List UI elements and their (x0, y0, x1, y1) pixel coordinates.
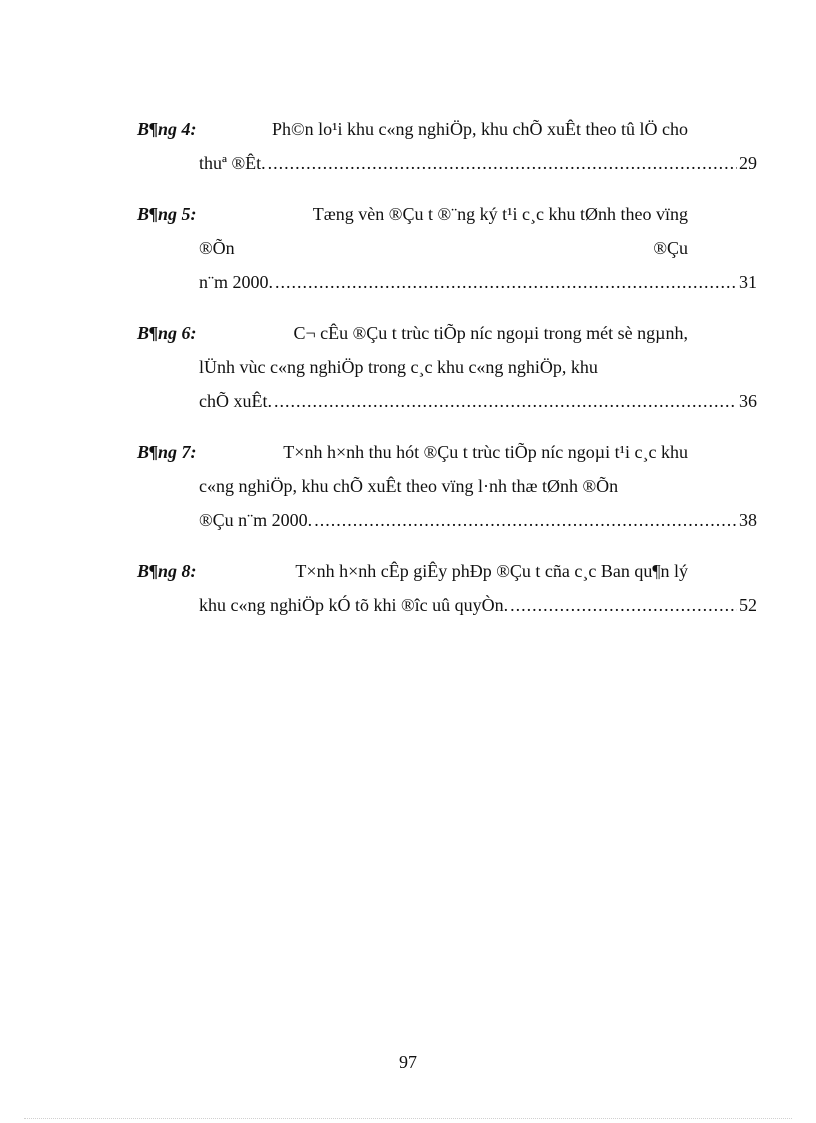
toc-entry-first-line (137, 197, 688, 231)
toc-entry-title-mid: lÜnh vùc c«ng nghiÖp trong c¸c khu c«ng nghiÖp, khu (199, 357, 598, 377)
toc-entry-bang-7[interactable] (137, 435, 757, 537)
toc-entry-last-line (137, 265, 757, 299)
toc-entry-last-line (137, 588, 757, 622)
toc-entry-label: B¶ng 7: (137, 442, 197, 462)
toc-entry-bang-4[interactable] (137, 112, 757, 180)
table-of-contents (137, 112, 757, 639)
toc-entry-label: B¶ng 6: (137, 323, 197, 343)
toc-entry-title: T×nh h×nh cÊp giÊy phÐp ®Çu t cña c¸c Ban qu¶n lý (295, 561, 688, 581)
toc-entry-first-line (137, 112, 688, 146)
toc-entry-title-end: chÕ xuÊt. (199, 391, 272, 411)
dot-leader (510, 588, 737, 622)
toc-entry-bang-5[interactable] (137, 197, 757, 299)
page-number-footer: 97 (399, 1052, 417, 1072)
toc-entry-title: T×nh h×nh thu hót ®Çu t trùc tiÕp níc ngoµi t¹i c¸c khu (283, 442, 688, 462)
page-bottom-divider (24, 1118, 792, 1119)
toc-entry-last-line (137, 146, 757, 180)
dot-leader (275, 265, 737, 299)
toc-entry-label: B¶ng 8: (137, 561, 197, 581)
toc-entry-title-end: khu c«ng nghiÖp kÓ tõ khi ®îc uû quyÒn. (199, 595, 509, 615)
toc-entry-first-line (137, 316, 688, 350)
toc-entry-label: B¶ng 5: (137, 204, 197, 224)
toc-entry-label: B¶ng 4: (137, 119, 197, 139)
toc-entry-middle-line (137, 350, 688, 384)
toc-entry-first-line (137, 554, 688, 588)
toc-entry-title-mid-left: ®Õn (199, 238, 235, 258)
toc-entry-last-line (137, 384, 757, 418)
toc-entry-title-mid: c«ng nghiÖp, khu chÕ xuÊt theo vïng l·nh thæ tØnh ®Õn (199, 476, 619, 496)
toc-entry-first-line (137, 435, 688, 469)
toc-entry-page-number: 36 (739, 391, 757, 411)
toc-entry-bang-8[interactable] (137, 554, 757, 622)
dot-leader (314, 503, 737, 537)
toc-entry-middle-line (137, 231, 688, 265)
toc-entry-title-end: thuª ®Êt. (199, 153, 266, 173)
toc-entry-title-mid-right: ®Çu (653, 238, 688, 258)
toc-entry-page-number: 29 (739, 153, 757, 173)
toc-entry-title: Ph©n lo¹i khu c«ng nghiÖp, khu chÕ xuÊt theo tû lÖ cho (271, 119, 688, 139)
toc-entry-page-number: 52 (739, 595, 757, 615)
toc-entry-bang-6[interactable] (137, 316, 757, 418)
toc-entry-title-end: n¨m 2000. (199, 272, 273, 292)
toc-entry-title: C¬ cÊu ®Çu t trùc tiÕp níc ngoµi trong mét sè ngµnh, (293, 323, 688, 343)
toc-entry-last-line (137, 503, 757, 537)
toc-entry-page-number: 31 (739, 272, 757, 292)
toc-entry-title-end: ®Çu n¨m 2000. (199, 510, 313, 530)
dot-leader (268, 146, 737, 180)
toc-entry-page-number: 38 (739, 510, 757, 530)
dot-leader (274, 384, 737, 418)
toc-entry-title: Tæng vèn ®Çu t ®¨ng ký t¹i c¸c khu tØnh theo vïng (312, 204, 688, 224)
toc-entry-middle-line (137, 469, 688, 503)
